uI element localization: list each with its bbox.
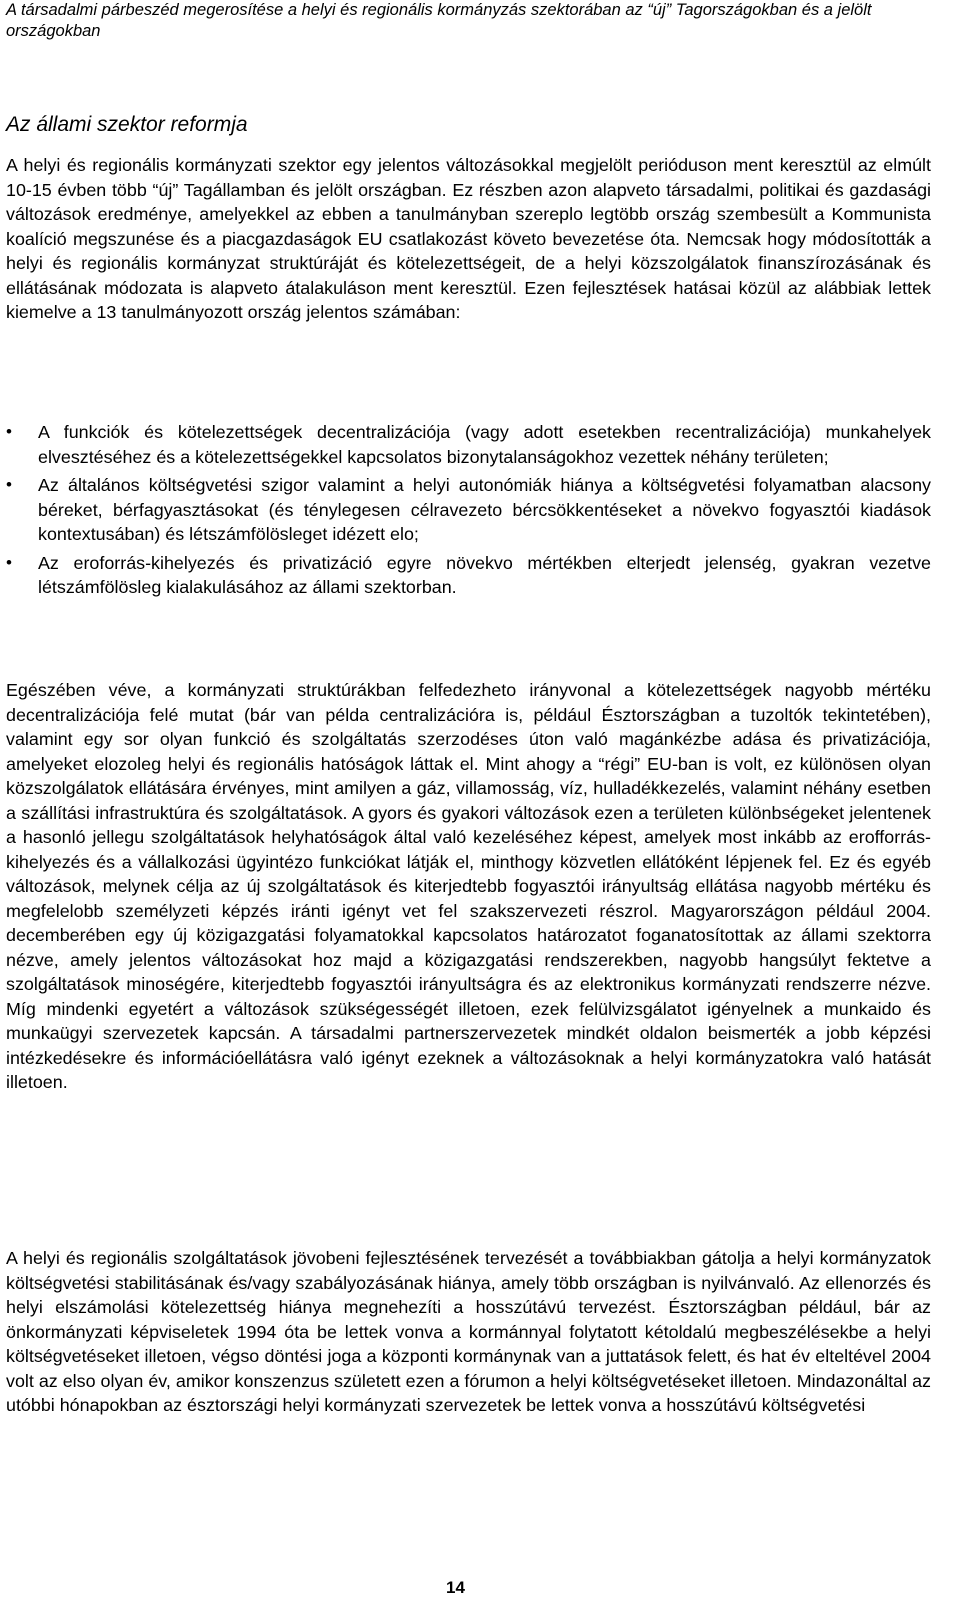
running-header: A társadalmi párbeszéd megerosítése a helyi és regionális kormányzás szektorában az “új” Tagországokban és a jelölt országokban — [6, 1, 872, 40]
bullet-item — [6, 473, 931, 547]
paragraph-intro: A helyi és regionális kormányzati szektor egy jelentos változásokkal megjelölt perióduson ment keresztül az elmúlt 10-15 évben több “új” Tagállamban és jelölt országban. Ez részben azon alapveto társadalmi, politikai és gazdasági változások eredménye, amelyekkel az ebben a tanulmányban szereplo legtöbb ország szembesült a Kommunista koalíció megszunése és a piacgazdaságok EU csatlakozást követo bevezetése óta. Nemcsak hogy módosították a helyi és regionális kormányzat struktúráját és kötelezettségeit, de a helyi közszolgálatok finanszírozásának és ellátásának módozata is alapveto átalakuláson ment keresztül. Ezen fejlesztések hatásai közül az alábbiak lettek kiemelve a 13 tanulmányozott ország jelentos számában: — [6, 155, 931, 322]
bullet-item — [6, 420, 931, 469]
bullet-text: Az általános költségvetési szigor valamint a helyi autonómiák hiánya a költségvetési folyamatban alacsony béreket, bérfagyasztásokat (és ténylegesen célravezeto bércsökkentéseket a növekvo fogyasztói kiadások kontextusában) és létszámfölösleget idézett elo; — [38, 475, 931, 544]
bullet-text: A funkciók és kötelezettségek decentralizációja (vagy adott esetekben recentralizációja) munkahelyek elvesztéséhez és a kötelezettségekkel kapcsolatos bizonytalanságokhoz vezettek néhány területen; — [38, 422, 931, 467]
bullet-marker-icon: • — [6, 552, 12, 572]
bullet-marker-icon: • — [6, 475, 12, 494]
section-title: Az állami szektor reformja — [6, 113, 248, 136]
bullet-list — [6, 420, 931, 604]
bullet-marker-icon: • — [6, 422, 12, 441]
paragraph-planning: A helyi és regionális szolgáltatások jövobeni fejlesztésének tervezését a továbbiakban gátolja a helyi kormányzatok költségvetési stabilitásának és/vagy szabályozásának hiánya, amely több országban is nyilvánvaló. Az ellenorzés és helyi elszámolási kötelezettség hiánya megnehezíti a hosszútávú tervezést. Észtországban például, bár az önkormányzati képviseletek 1994 óta be lettek vonva a kormánnyal folytatott kétoldalú megbeszélésekbe a helyi költségvetéseket illetoen, végso döntési joga a központi kormánynak van a juttatások felett, és hat év elteltével 2004 volt az elso olyan év, amikor konszenzus született ezen a fórumon a helyi költségvetéseket illetoen. Mindazonáltal az utóbbi hónapokban az észtországi helyi kormányzati szervezetek be lettek vonva a hosszútávú költségvetési — [6, 1248, 931, 1415]
bullet-item — [6, 551, 931, 600]
paragraph-overview: Egészében véve, a kormányzati struktúrákban felfedezheto irányvonal a kötelezettségek nagyobb mértéku decentralizációja felé mutat (bár van példa centralizációra is, például Észtországban a tuzoltók tekintetében), valamint egy sor olyan funkció és szolgáltatás szerzodéses úton való magánkézbe adása és privatizációja, amelyeket elozoleg helyi és regionális hatóságok láttak el. Mint ahogy a “régi” EU-ban is volt, ez különösen olyan közszolgálatok ellátására érvényes, mint amilyen a gáz, villamosság, víz, hulladékkezelés, valamint néhány esetben a szállítási infrastruktúra és szolgáltatások. A gyors és gyakori változások ezen a területen különbségeket jelentenek a hasonló jellegu szolgáltatások helyhatóságok által való kezeléséhez képest, amelyek most inkább az erofforrás-kihelyezés és a vállalkozási ügyintézo funkciókat látják el, minthogy közvetlen ellátóként lépjenek fel. Ez és egyéb változások, melynek célja az új szolgáltatások és kiterjedtebb fogyasztói irányultság ellátása nagyobb mértéku és megfelelobb személyzeti képzés iránti igényt vet fel szakszervezeti részrol. Magyarországon például 2004. decemberében egy új közigazgatási folyamatokkal kapcsolatos határozatot foganatosítottak az állami szektorra nézve, amely jelentos változásokat hoz majd a közigazgatási rendszerekben, nagyobb hangsúlyt fektetve a szolgáltatások minoségére, kiterjedtebb fogyasztói irányultságra és az elektronikus kormányzati rendszerre nézve. Míg mindenki egyetért a változások szükségességét illetoen, ezek felülvizsgálatot igényelnek a munkaido és munkaügyi szervezetek kapcsán. A társadalmi partnerszervezetek mindkét oldalon beismerték a jobb képzési intézkedésekre és információellátásra való igényt ezeknek a változásoknak a helyi kormányzatokra való hatását illetoen. — [6, 680, 931, 1092]
bullet-text: Az eroforrás-kihelyezés és privatizáció egyre növekvo mértékben elterjedt jelenség, gyakran vezetve létszámfölösleg kialakulásához az állami szektorban. — [38, 552, 931, 597]
page-number: 14 — [446, 1578, 465, 1597]
